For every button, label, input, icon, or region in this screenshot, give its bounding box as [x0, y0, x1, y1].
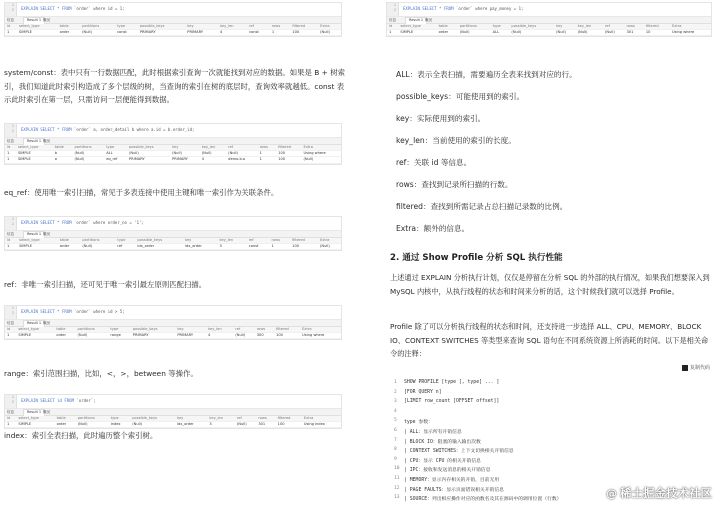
table-cell: (Null): [576, 30, 603, 36]
tab-result[interactable]: Result 1: [23, 409, 45, 416]
table-cell: 3: [207, 422, 234, 428]
para-eq-ref: eq_ref：使用唯一索引扫描，常见于多表连接中使用主键和唯一索引作为关联条件。: [4, 188, 279, 197]
table-cell: SIMPLE: [17, 30, 58, 36]
tab-info[interactable]: 信息: [7, 410, 14, 414]
explain-screenshot-range: [4, 305, 342, 340]
table-cell: key: [175, 416, 207, 422]
table-cell: possible_keys: [509, 24, 554, 30]
tab-result[interactable]: Result 1: [23, 17, 45, 24]
code-line-number: 7: [394, 437, 397, 443]
table-cell: Extra: [302, 416, 341, 422]
table-cell: (Null): [554, 30, 575, 36]
code-line: [FOR QUERY n]: [404, 389, 442, 395]
table-cell: SIMPLE: [16, 422, 54, 428]
table-header-row: [5, 145, 341, 151]
table-cell: 100: [276, 151, 301, 157]
code-line-number: 12: [394, 485, 400, 491]
code-line-number: 3: [394, 399, 397, 405]
table-row: [5, 157, 341, 163]
sql-editor: 1 2 EXPLAIN SELECT * FROM `order` where order_no = '1';: [5, 217, 341, 231]
sql-editor: 1 2 EXPLAIN SELECT * FROM `order` a, order_detail b where a.id = b.order_id;: [5, 124, 341, 138]
code-line-number: 6: [394, 428, 397, 433]
table-cell: Extra: [301, 145, 341, 151]
table-cell: key: [170, 145, 200, 151]
table-cell: 1: [5, 151, 16, 157]
explain-result-table: [5, 327, 341, 339]
def-filtered: filtered：查找到所需记录占总扫描记录数的比例。: [396, 202, 568, 211]
table-cell: 301: [256, 422, 275, 428]
table-row: [5, 333, 341, 339]
table-cell: filtered: [274, 327, 300, 333]
table-cell: demo.b.o: [226, 157, 257, 163]
profile-types-para: Profile 除了可以分析执行线程的状态和时间，还支持进一步选择 ALL、CPU、MEMORY、BLOCK IO、CONTEXT SWITCHES 等类型来查询 SQL 语句在不同系统资源上所消耗的时间。以下是相关命令的注释：: [390, 322, 709, 359]
explain-screenshot-eq-ref: [4, 123, 342, 165]
table-cell: select_type: [16, 327, 54, 333]
table-cell: Using where: [300, 333, 341, 339]
table-cell: key_len: [218, 238, 247, 244]
table-cell: ref: [247, 238, 270, 244]
tab-info[interactable]: 信息: [7, 232, 14, 236]
code-line-number: 4: [394, 408, 397, 414]
table-cell: possible_keys: [135, 238, 183, 244]
table-cell: table: [54, 327, 75, 333]
table-cell: 1: [387, 30, 398, 36]
table-cell: rows: [255, 327, 274, 333]
explain-screenshot-all: [386, 2, 712, 37]
table-row: [5, 422, 341, 428]
table-cell: id: [5, 327, 16, 333]
table-cell: 4: [200, 157, 226, 163]
copy-code-button[interactable]: [682, 364, 710, 371]
table-cell: possible_keys: [138, 24, 185, 30]
table-cell: SIMPLE: [398, 30, 436, 36]
table-cell: SIMPLE: [16, 151, 53, 157]
table-cell: key_len: [200, 145, 226, 151]
code-line: [LIMIT row_count [OFFSET offset]]: [404, 399, 500, 405]
table-cell: ALL: [491, 30, 510, 36]
table-cell: partitions: [458, 24, 491, 30]
table-cell: SIMPLE: [16, 157, 53, 163]
table-cell: (Null): [72, 151, 104, 157]
table-cell: partitions: [76, 416, 109, 422]
table-cell: (Null): [603, 30, 624, 36]
table-cell: SIMPLE: [17, 244, 58, 250]
table-cell: (Null): [127, 151, 170, 157]
def-rows: rows：查找到记录所扫描的行数。: [396, 180, 513, 189]
table-cell: filtered: [276, 145, 301, 151]
table-cell: 1: [5, 422, 16, 428]
table-cell: const: [247, 244, 270, 250]
explain-result-table: [387, 24, 711, 36]
code-line-number: 8: [394, 447, 397, 453]
table-cell: table: [55, 416, 76, 422]
table-cell: (Null): [301, 157, 341, 163]
code-line: | SOURCE：列出相应操作对应的函数名及其在源码中的调用位置（行数）: [404, 497, 562, 503]
table-cell: 1: [5, 157, 16, 163]
table-cell: (Null): [318, 244, 341, 250]
table-cell: type: [115, 238, 135, 244]
table-cell: 100: [274, 333, 300, 339]
table-cell: table: [437, 24, 458, 30]
para-ref: ref：非唯一索引扫描，还可见于唯一索引最左原则匹配扫描。: [4, 280, 207, 289]
table-cell: order: [58, 30, 81, 36]
table-cell: key_len: [207, 416, 234, 422]
table-cell: const: [115, 30, 138, 36]
code-line: | PAGE FAULTS：显示页面错误相关开销信息: [404, 487, 504, 493]
table-cell: 301: [625, 30, 644, 36]
table-cell: ALL: [104, 151, 127, 157]
explain-screenshot-const: [4, 2, 342, 37]
table-cell: (Null): [200, 151, 226, 157]
result-tabs: [5, 17, 341, 24]
table-cell: ref: [115, 244, 135, 250]
table-cell: (Null): [76, 333, 109, 339]
table-cell: 3: [218, 244, 247, 250]
table-cell: id: [387, 24, 398, 30]
table-cell: key: [183, 238, 218, 244]
table-cell: (Null): [509, 30, 554, 36]
explain-result-table: [5, 24, 341, 36]
table-cell: 1: [5, 244, 17, 250]
table-cell: (Null): [318, 30, 341, 36]
table-cell: type: [108, 327, 130, 333]
table-cell: select_type: [16, 145, 53, 151]
table-cell: 4: [206, 333, 233, 339]
table-cell: 1: [270, 30, 291, 36]
table-cell: ref: [226, 145, 257, 151]
table-cell: idx_order: [135, 244, 183, 250]
table-cell: ref: [603, 24, 624, 30]
code-line-number: 9: [394, 456, 397, 462]
code-line-number: 2: [394, 389, 397, 395]
table-cell: key: [185, 24, 218, 30]
table-cell: type: [491, 24, 510, 30]
table-cell: index: [109, 422, 131, 428]
table-cell: SIMPLE: [16, 333, 54, 339]
table-cell: table: [53, 145, 73, 151]
table-cell: type: [115, 24, 138, 30]
table-cell: possible_keys: [130, 416, 175, 422]
tab-overview[interactable]: 概况: [43, 18, 50, 22]
table-cell: (Null): [76, 422, 109, 428]
table-cell: select_type: [17, 238, 58, 244]
para-index: index：索引全表扫描，此时遍历整个索引树。: [4, 431, 158, 440]
table-cell: (Null): [72, 157, 104, 163]
table-cell: 100: [276, 157, 301, 163]
table-cell: possible_keys: [127, 145, 170, 151]
table-cell: order: [55, 422, 76, 428]
code-line-number: 10: [394, 466, 400, 472]
table-cell: filtered: [290, 238, 318, 244]
tab-info[interactable]: 信息: [7, 321, 14, 325]
para-system-const: system/const：表中只有一行数据匹配，此时根据索引查询一次就能找到对应的数据。如果是 B + 树索引，我们知道此时索引构造成了多个层级的树，当查询的索引在树的底层时，查询效率就越低。const 表示此时索引在第一层，只需访问一层便能得到数据。: [4, 68, 345, 104]
para-range: range：索引范围扫描，比如，<，>，between 等操作。: [4, 369, 198, 378]
tab-result[interactable]: Result 1: [23, 231, 45, 238]
def-key: key：实际使用到的索引。: [396, 114, 486, 123]
table-cell: key_len: [576, 24, 603, 30]
table-cell: ref: [247, 24, 270, 30]
result-tabs: [387, 17, 711, 24]
result-tabs: [5, 231, 341, 238]
table-cell: select_type: [398, 24, 436, 30]
code-line-number: 11: [394, 476, 400, 481]
sql-editor: 1 2 EXPLAIN SELECT * FROM `order` where id = 1;: [5, 3, 341, 17]
table-cell: a: [53, 157, 73, 163]
explain-screenshot-index: [4, 394, 342, 429]
tab-result[interactable]: Result 1: [23, 320, 45, 327]
code-line: SHOW PROFILE [type [, type] ... ]: [404, 380, 500, 385]
sql-editor: 1 2 EXPLAIN SELECT * FROM `order` where id > 5;: [5, 306, 341, 320]
table-cell: idx_order: [175, 422, 207, 428]
table-cell: partitions: [76, 327, 109, 333]
tab-result[interactable]: Result 1: [23, 138, 45, 145]
explain-result-table: [5, 145, 341, 164]
code-line: | IPC：接收和发送消息的相关开销信息: [404, 468, 491, 474]
table-cell: PRIMARY: [170, 157, 200, 163]
table-cell: rows: [270, 24, 291, 30]
table-cell: key_len: [206, 327, 233, 333]
table-cell: Extra: [318, 238, 341, 244]
tab-info[interactable]: 信息: [7, 18, 14, 22]
tab-overview[interactable]: 概况: [425, 18, 432, 22]
explain-result-table: [5, 238, 341, 250]
code-line: | ALL：显示所有开销信息: [404, 430, 462, 435]
def-ref: ref：关联 id 等信息。: [396, 158, 472, 167]
table-cell: (Null): [170, 151, 200, 157]
sql-editor: 1 2 EXPLAIN SELECT * FROM `order` where pay_money = 1;: [387, 3, 711, 17]
tab-overview[interactable]: 概况: [43, 232, 50, 236]
table-cell: table: [58, 24, 81, 30]
table-cell: filtered: [290, 24, 318, 30]
table-cell: id: [5, 24, 17, 30]
table-cell: rows: [270, 238, 291, 244]
table-cell: 4: [218, 30, 247, 36]
table-cell: select_type: [17, 24, 58, 30]
table-cell: (Null): [458, 30, 491, 36]
copy-icon: [682, 365, 688, 371]
table-cell: const: [247, 30, 270, 36]
code-line: | CPU：显示 CPU 的相关开销信息: [404, 458, 481, 464]
table-cell: key: [554, 24, 575, 30]
table-cell: filtered: [276, 416, 302, 422]
table-cell: range: [108, 333, 130, 339]
table-cell: 1: [5, 333, 16, 339]
def-key-len: key_len：当前使用的索引的长度。: [396, 136, 516, 145]
table-cell: 300: [255, 333, 274, 339]
table-cell: key_len: [218, 24, 247, 30]
tab-overview[interactable]: 概况: [43, 410, 50, 414]
table-cell: Extra: [670, 24, 711, 30]
table-cell: 1: [258, 151, 277, 157]
sql-editor: 1 2 EXPLAIN SELECT id FROM `order`;: [5, 395, 341, 409]
table-cell: rows: [258, 145, 277, 151]
table-cell: ref: [235, 416, 256, 422]
table-cell: 1: [258, 157, 277, 163]
table-cell: 100: [290, 30, 318, 36]
table-cell: table: [58, 238, 81, 244]
table-cell: select_type: [16, 416, 54, 422]
code-line: | MEMORY：显示内存相关的开销，目前无用: [404, 478, 500, 483]
table-cell: order: [58, 244, 81, 250]
table-cell: (Null): [130, 422, 175, 428]
table-cell: Using where: [670, 30, 711, 36]
tab-info[interactable]: 信息: [389, 18, 396, 22]
explain-screenshot-ref: [4, 216, 342, 251]
table-cell: b: [53, 151, 73, 157]
table-cell: key: [175, 327, 206, 333]
tab-info[interactable]: 信息: [7, 139, 14, 143]
table-row: [5, 30, 341, 36]
tab-result[interactable]: Result 1: [405, 17, 427, 24]
table-cell: rows: [625, 24, 644, 30]
table-cell: partitions: [72, 145, 104, 151]
copy-code-label: 复制代码: [689, 365, 710, 371]
table-cell: (Null): [233, 333, 254, 339]
table-cell: 1: [5, 30, 17, 36]
def-possible-keys: possible_keys：可能使用到的索引。: [396, 92, 525, 101]
table-row: [387, 30, 711, 36]
table-cell: filtered: [644, 24, 670, 30]
table-cell: Using where: [301, 151, 341, 157]
table-cell: PRIMARY: [185, 30, 218, 36]
table-cell: Extra: [318, 24, 341, 30]
profile-intro-para: 上述通过 EXPLAIN 分析执行计划，仅仅是停留在分析 SQL 的外部的执行情况，如果我们想要深入到 MySQL 内核中，从执行线程的状态和时间来分析的话，这个时候我们就可以选择 Profile。: [390, 273, 710, 296]
table-cell: idx_order: [183, 244, 218, 250]
table-cell: PRIMARY: [138, 30, 185, 36]
code-line: | BLOCK IO：阻塞的输入输出次数: [404, 439, 481, 445]
table-cell: id: [5, 238, 17, 244]
table-cell: 1: [270, 244, 291, 250]
result-tabs: [5, 320, 341, 327]
code-line-number: 5: [394, 418, 397, 424]
table-cell: type: [109, 416, 131, 422]
def-extra: Extra：额外的信息。: [396, 224, 470, 233]
tab-overview[interactable]: 概况: [43, 321, 50, 325]
table-cell: ref: [233, 327, 254, 333]
result-tabs: [5, 138, 341, 145]
code-line-number: 1: [394, 380, 397, 385]
table-cell: id: [5, 416, 16, 422]
tab-overview[interactable]: 概况: [43, 139, 50, 143]
section-heading: 2. 通过 Show Profile 分析 SQL 执行性能: [390, 253, 563, 263]
table-cell: order: [54, 333, 75, 339]
result-tabs: [5, 409, 341, 416]
table-cell: possible_keys: [131, 327, 176, 333]
code-line-number: 13: [394, 495, 400, 501]
table-cell: PRIMARY: [175, 333, 206, 339]
table-cell: partitions: [80, 238, 115, 244]
table-cell: PRIMARY: [131, 333, 176, 339]
table-cell: Extra: [300, 327, 341, 333]
table-row: [5, 244, 341, 250]
code-line: type 参数：: [404, 420, 433, 426]
table-cell: order: [437, 30, 458, 36]
table-cell: 100: [290, 244, 318, 250]
table-cell: rows: [256, 416, 275, 422]
explain-result-table: [5, 416, 341, 428]
table-cell: (Null): [226, 151, 257, 157]
table-cell: partitions: [80, 24, 115, 30]
table-cell: type: [104, 145, 127, 151]
table-cell: (Null): [235, 422, 256, 428]
table-cell: 100: [276, 422, 302, 428]
table-cell: (Null): [80, 244, 115, 250]
table-cell: (Null): [80, 30, 115, 36]
watermark: @ 稀土掘金技术社区: [606, 486, 712, 500]
def-all: ALL：表示全表扫描，需要遍历全表来找到对应的行。: [396, 70, 577, 79]
table-cell: PRIMARY: [127, 157, 170, 163]
table-cell: 10: [644, 30, 670, 36]
table-cell: id: [5, 145, 16, 151]
code-line: | CONTEXT SWITCHES：上下文切换相关开销信息: [404, 449, 514, 455]
table-cell: Using index: [302, 422, 341, 428]
table-cell: eq_ref: [104, 157, 127, 163]
